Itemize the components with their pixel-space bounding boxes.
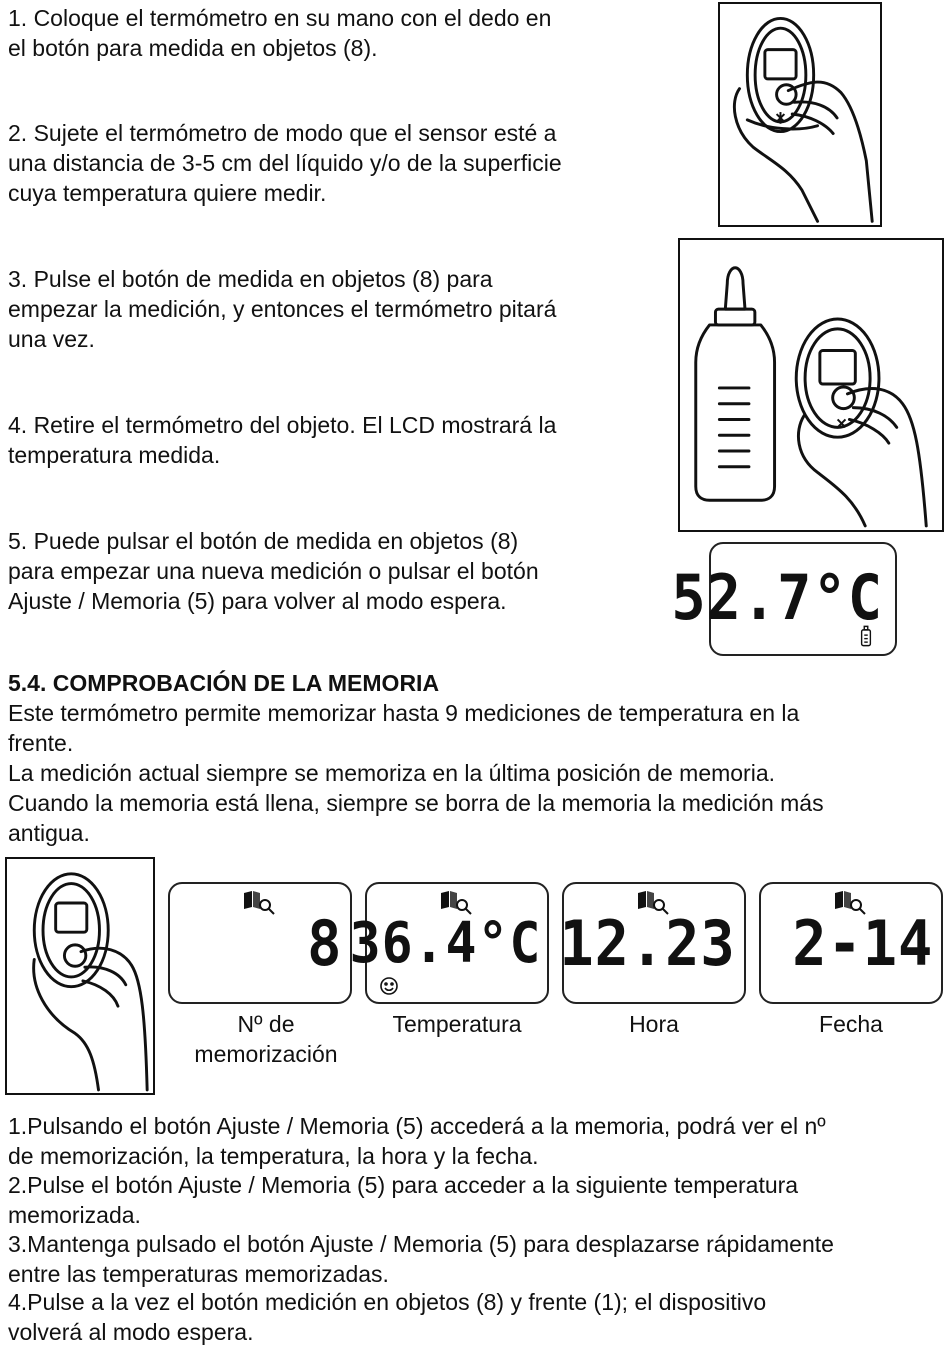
bottle-thermometer-illustration	[678, 238, 944, 532]
hand-thermometer-illustration	[718, 2, 882, 227]
hand-thermometer-icon	[720, 4, 880, 225]
step-1: 1. Coloque el termómetro en su mano con el dedo en el botón para medida en objetos (8).	[8, 5, 552, 61]
memory-time-value: 12.23	[559, 907, 736, 980]
step-5: 5. Puede pulsar el botón de medida en objetos (8) para empezar una nueva medición o pulsar el botón Ajuste / Memoria (5) para volver al modo espera.	[8, 528, 539, 614]
step-4: 4. Retire el termómetro del objeto. El LCD mostrará la temperatura medida.	[8, 412, 557, 468]
step-2: 2. Sujete el termómetro de modo que el sensor esté a una distancia de 3-5 cm del líquido y/o de la superficie cuya temperatura quiere medir.	[8, 120, 562, 206]
memory-date-value: 2-14	[791, 907, 933, 980]
lcd-reading: 52.7°C	[671, 561, 883, 634]
section-intro: Este termómetro permite memorizar hasta 9 mediciones de temperatura en la frente. La medición actual siempre se memoriza en la última posición de memoria. Cuando la memoria está llena, siempre se borra de la memoria la medición más antigua.	[8, 700, 824, 846]
memory-temperature-value: 36.4°C	[349, 911, 541, 976]
memory-step-1: 1.Pulsando el botón Ajuste / Memoria (5) accederá a la memoria, podrá ver el nº de memorización, la temperatura, la hora y la fecha.	[8, 1113, 826, 1169]
memory-display-date	[759, 882, 943, 1004]
caption-memory-number: Nº de memorización	[194, 1011, 338, 1067]
memory-display-temperature	[349, 882, 549, 1004]
bottle-icon	[859, 624, 873, 648]
caption-time: Hora	[629, 1011, 679, 1037]
face-icon	[379, 976, 399, 996]
memory-step-4: 4.Pulse a la vez el botón medición en objetos (8) y frente (1); el dispositivo volverá al modo espera.	[8, 1289, 767, 1345]
memory-display-time	[559, 882, 746, 1004]
hand-pressing-button-icon	[7, 859, 153, 1093]
caption-date: Fecha	[819, 1011, 883, 1037]
bottle-and-thermometer-icon	[680, 240, 942, 530]
object-temperature-lcd	[671, 542, 897, 656]
memory-book-icon	[242, 889, 278, 917]
memory-step-2: 2.Pulse el botón Ajuste / Memoria (5) para acceder a la siguiente temperatura memorizada.	[8, 1172, 799, 1228]
memory-step-3: 3.Mantenga pulsado el botón Ajuste / Memoria (5) para desplazarse rápidamente entre las temperaturas memorizadas.	[8, 1231, 834, 1287]
section-heading: 5.4. COMPROBACIÓN DE LA MEMORIA	[8, 670, 440, 696]
caption-temperature: Temperatura	[392, 1011, 522, 1037]
memory-display-number	[168, 882, 352, 1004]
memory-hand-illustration	[5, 857, 155, 1095]
memory-number-value: 8	[306, 907, 342, 980]
step-3: 3. Pulse el botón de medida en objetos (8) para empezar la medición, y entonces el termómetro pitará una vez.	[8, 266, 557, 352]
